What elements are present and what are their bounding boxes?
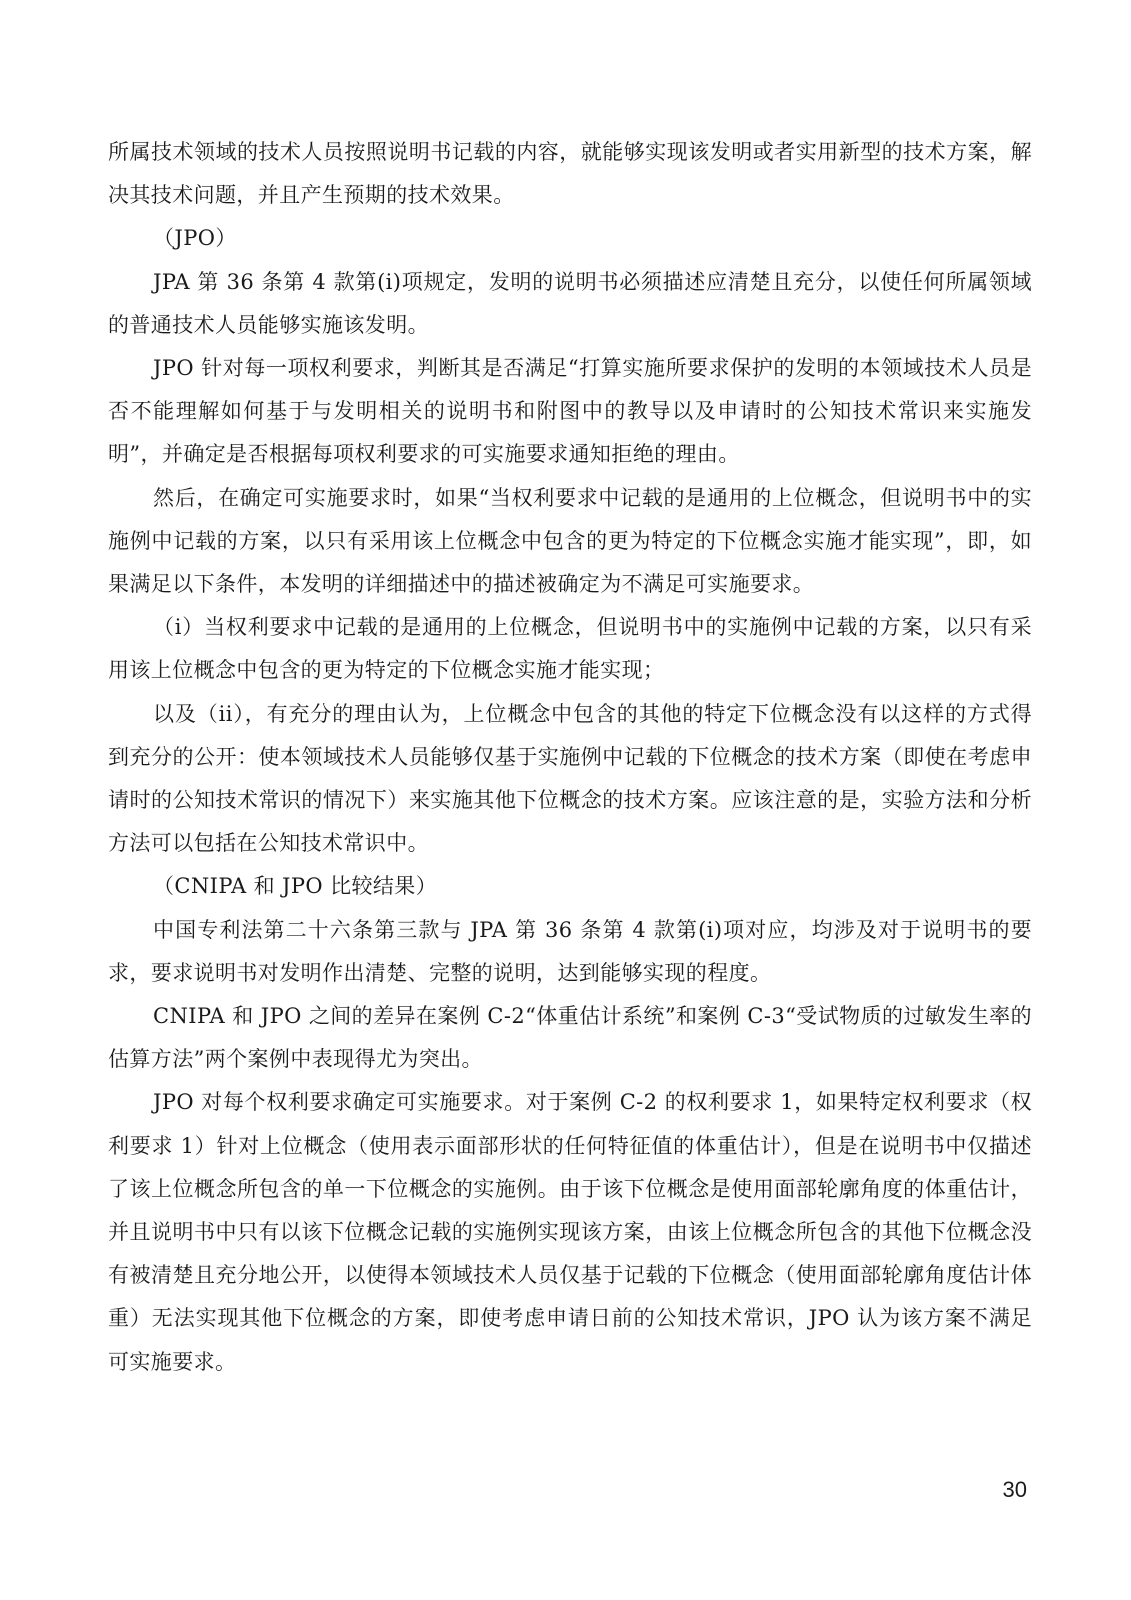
page-number: 30 <box>1002 1477 1027 1502</box>
paragraph-jpa-36-4: JPA 第 36 条第 4 款第(i)项规定，发明的说明书必须描述应清楚且充分，以使任何所属领域的普通技术人员能够实施该发明。 <box>108 269 1032 337</box>
document-body <box>108 131 1032 1384</box>
paragraph-jpo-judgment: JPO 针对每一项权利要求，判断其是否满足“打算实施所要求保护的发明的本领域技术人员是否不能理解如何基于与发明相关的说明书和附图中的教导以及申请时的公知技术常识来实施发明”，并确定是否根据每项权利要求的可实施要求通知拒绝的理由。 <box>108 356 1032 467</box>
paragraph-cn-law-correspondence: 中国专利法第二十六条第三款与 JPA 第 36 条第 4 款第(i)项对应，均涉及对于说明书的要求，要求说明书对发明作出清楚、完整的说明，达到能够实现的程度。 <box>108 917 1032 985</box>
paragraph-case-c2-analysis: JPO 对每个权利要求确定可实施要求。对于案例 C-2 的权利要求 1，如果特定权利要求（权利要求 1）针对上位概念（使用表示面部形状的任何特征值的体重估计），但是在说明书中仅描述了该上位概念所包含的单一下位概念的实施例。由于该下位概念是使用面部轮廓角度的体重估计，并且说明书中只有以该下位概念记载的实施例实现该方案，由该上位概念所包含的其他下位概念没有被清楚且充分地公开，以使得本领域技术人员仅基于记载的下位概念（使用面部轮廓角度估计体重）无法实现其他下位概念的方案，即使考虑申请日前的公知技术常识，JPO 认为该方案不满足可实施要求。 <box>108 1090 1032 1374</box>
paragraph-enablement-conditions: 然后，在确定可实施要求时，如果“当权利要求中记载的是通用的上位概念，但说明书中的实施例中记载的方案，以只有采用该上位概念中包含的更为特定的下位概念实施才能实现”，即，如果满足以下条件，本发明的详细描述中的描述被确定为不满足可实施要求。 <box>108 485 1032 597</box>
paragraph-differences: CNIPA 和 JPO 之间的差异在案例 C-2“体重估计系统”和案例 C-3“受试物质的过敏发生率的估算方法”两个案例中表现得尤为突出。 <box>108 1004 1032 1072</box>
section-label-jpo: （JPO） <box>153 226 237 251</box>
paragraph-condition-ii: 以及（ii），有充分的理由认为，上位概念中包含的其他的特定下位概念没有以这样的方式得到充分的公开：使本领域技术人员能够仅基于实施例中记载的下位概念的技术方案（即使在考虑申请时的公知技术常识的情况下）来实施其他下位概念的技术方案。应该注意的是，实验方法和分析方法可以包括在公知技术常识中。 <box>108 701 1032 856</box>
paragraph-continuation: 所属技术领域的技术人员按照说明书记载的内容，就能够实现该发明或者实用新型的技术方案，解决其技术问题，并且产生预期的技术效果。 <box>108 140 1032 208</box>
section-label-comparison: （CNIPA 和 JPO 比较结果） <box>153 874 438 899</box>
paragraph-condition-i: （i）当权利要求中记载的是通用的上位概念，但说明书中的实施例中记载的方案，以只有采用该上位概念中包含的更为特定的下位概念实施才能实现； <box>108 615 1032 683</box>
